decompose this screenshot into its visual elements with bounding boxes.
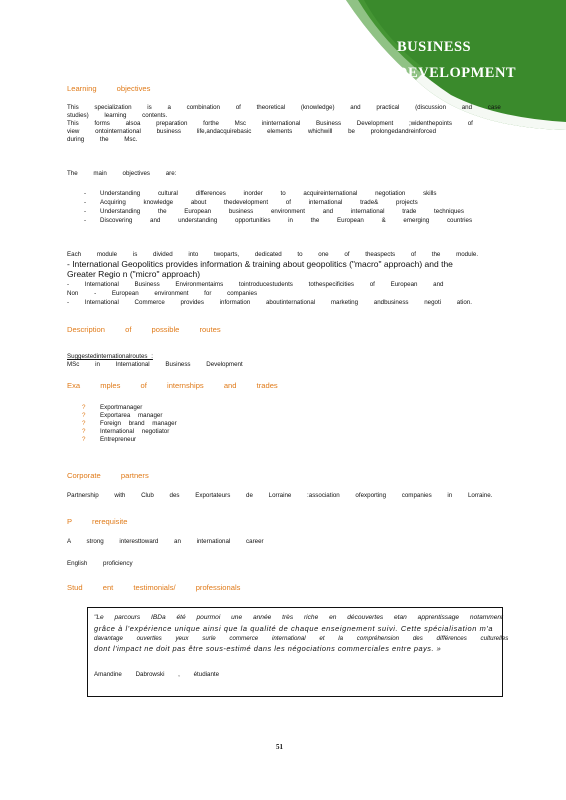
- internship-item: ? Foreign brand manager: [82, 420, 177, 427]
- modules-line-6: - International Commerce provides information aboutinternational marketing andbusiness negoti ation.: [67, 299, 472, 306]
- routes-item: MSc in International Business Development: [67, 361, 243, 368]
- modules-line-1: Each module is divided into twoparts, dedicated to one of theaspects of the module.: [67, 251, 479, 258]
- page-number: 51: [276, 743, 283, 751]
- testimonial-line-1: "Le parcours IBDa été pourmoi une année très riche en découvertes etan apprentissage notamment: [94, 614, 503, 621]
- prerequisite-item: A strong interesttoward an international career: [67, 538, 264, 545]
- testimonial-author: Amandine Dabrowski , étudiante: [94, 671, 220, 678]
- section-testimonials: Stud ent testimonials/ professionals: [67, 583, 241, 592]
- routes-heading: Suggestedinternationalroutes :: [67, 353, 153, 360]
- testimonial-line-2: grâce à l'expérience unique ainsi que la qualité de chaque enseignement suivi. Cette spécialisation m'a: [94, 624, 494, 633]
- testimonial-line-3: davantage ouvertles yeux surle commerce international et la compréhension des différences culturelles: [94, 635, 509, 642]
- internship-item: ? Exportarea manager: [82, 412, 163, 419]
- objective-item: - Acquiring knowledge about thedevelopment of international trade& projects: [84, 199, 418, 206]
- modules-line-3: Greater Regio n ("micro" approach): [67, 269, 201, 279]
- section-corporate-partners: Corporate partners: [67, 471, 149, 480]
- modules-line-4: - International Business Environmentaims tointroducestudents tothespecificities of European and: [67, 281, 444, 288]
- internship-item: ? Entrepreneur: [82, 436, 137, 443]
- intro-line-4: view ontointernational business life,andacquirebasic elements whichwill be prolongedandreinforced: [67, 128, 437, 135]
- intro-line-2: studies) learning contents.: [67, 112, 168, 119]
- header-title-line1: BUSINESS: [397, 39, 472, 55]
- intro-line-1: This specialization is a combination of theoretical (knowledge) and practical (discussion and case: [67, 104, 501, 111]
- objective-item: - Discovering and understanding opportunities in the European & emerging countries: [84, 217, 473, 224]
- section-prerequisite: P rerequisite: [67, 517, 128, 526]
- prerequisite-item: English proficiency: [67, 560, 133, 567]
- modules-line-2: - International Geopolitics provides information & training about geopolitics ("macro" approach) and the: [67, 259, 453, 269]
- intro-line-3: This forms alsoa preparation forthe Msc ininternational Business Development ;widenthepoints of: [67, 120, 473, 127]
- objectives-intro: The main objectives are:: [67, 170, 177, 177]
- section-description-routes: Description of possible routes: [67, 325, 221, 334]
- header-title: [397, 34, 516, 86]
- objective-item: - Understanding cultural differences inorder to acquireinternational negotiation skills: [84, 190, 437, 197]
- partners-text: Partnership with Club des Exportateurs de Lorraine :association ofexporting companies in Lorraine.: [67, 492, 493, 499]
- testimonial-box: [87, 607, 509, 697]
- internship-item: ? Exportmanager: [82, 404, 143, 411]
- intro-line-5: during the Msc.: [67, 136, 138, 143]
- objective-item: - Understanding the European business environment and international trade techniques: [84, 208, 464, 215]
- section-examples-internships: Exa mples of internships and trades: [67, 381, 278, 390]
- header-title-line2: DEVELOPMENT: [397, 65, 517, 81]
- testimonial-line-4: dont l'impact ne doit pas être sous-estimé dans les négociations commerciales entre pays. »: [94, 644, 442, 653]
- modules-line-5: Non - European environment for companies: [67, 290, 258, 297]
- section-learning-objectives: Learning objectives: [67, 84, 151, 93]
- internship-item: ? International negotiator: [82, 428, 170, 435]
